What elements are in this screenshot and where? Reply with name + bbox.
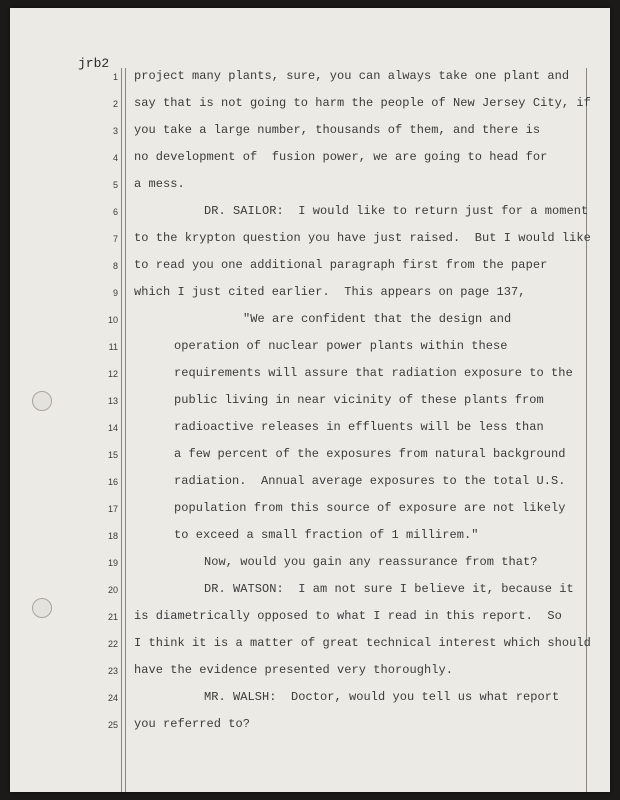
line-number: 25	[107, 720, 118, 730]
line-number: 8	[112, 261, 118, 271]
transcript-line: "We are confident that the design and	[243, 312, 512, 326]
line-number: 11	[108, 342, 118, 352]
transcript-line: I think it is a matter of great technical interest which should	[134, 636, 591, 650]
punch-hole-icon	[32, 391, 52, 411]
transcript-line: radioactive releases in effluents will be less than	[174, 420, 544, 434]
transcript-line: to read you one additional paragraph first from the paper	[134, 258, 548, 272]
line-number: 6	[112, 207, 118, 217]
line-number: 22	[107, 639, 118, 649]
line-number: 13	[107, 396, 118, 406]
line-number: 10	[107, 315, 118, 325]
line-number: 5	[112, 180, 118, 190]
transcript-line: have the evidence presented very thoroughly.	[134, 663, 454, 677]
line-number: 14	[107, 423, 118, 433]
punch-hole-icon	[32, 598, 52, 618]
transcript-line: DR. SAILOR: I would like to return just for a moment	[204, 204, 589, 218]
transcript-line: public living in near vicinity of these plants from	[174, 393, 544, 407]
line-number: 9	[112, 288, 118, 298]
line-number: 24	[107, 693, 118, 703]
line-number: 16	[107, 477, 118, 487]
transcript-line: DR. WATSON: I am not sure I believe it, because it	[204, 582, 574, 596]
line-number: 2	[112, 99, 118, 109]
transcript-line: a mess.	[134, 177, 185, 191]
transcript-line: to exceed a small fraction of 1 millirem."	[174, 528, 479, 542]
transcript-line: to the krypton question you have just raised. But I would like	[134, 231, 591, 245]
transcript-line: requirements will assure that radiation exposure to the	[174, 366, 573, 380]
line-number: 17	[107, 504, 118, 514]
transcript-line: you take a large number, thousands of them, and there is	[134, 123, 541, 137]
margin-rule-right	[586, 68, 587, 792]
line-number: 21	[107, 612, 118, 622]
transcript-line: you referred to?	[134, 717, 251, 731]
line-number: 23	[107, 666, 118, 676]
transcript-line: operation of nuclear power plants within these	[174, 339, 508, 353]
margin-rule-left-outer	[121, 68, 122, 792]
line-number: 19	[107, 558, 118, 568]
transcript-line: say that is not going to harm the people of New Jersey City, if	[134, 96, 591, 110]
transcript-line: Now, would you gain any reassurance from that?	[204, 555, 538, 569]
transcript-line: population from this source of exposure are not likely	[174, 501, 566, 515]
line-number: 7	[112, 234, 118, 244]
margin-rule-left-inner	[125, 68, 126, 792]
transcript-line: no development of fusion power, we are going to head for	[134, 150, 548, 164]
line-number: 20	[107, 585, 118, 595]
line-number: 15	[107, 450, 118, 460]
line-number: 18	[107, 531, 118, 541]
transcript-line: is diametrically opposed to what I read in this report. So	[134, 609, 562, 623]
transcript-line: a few percent of the exposures from natural background	[174, 447, 566, 461]
transcript-page	[10, 8, 610, 792]
line-number: 3	[112, 126, 118, 136]
line-number: 12	[107, 369, 118, 379]
line-number: 1	[112, 72, 118, 82]
header-code: jrb2	[78, 56, 110, 71]
transcript-line: radiation. Annual average exposures to the total U.S.	[174, 474, 566, 488]
transcript-line: MR. WALSH: Doctor, would you tell us what report	[204, 690, 560, 704]
transcript-line: which I just cited earlier. This appears on page 137,	[134, 285, 526, 299]
line-number: 4	[112, 153, 118, 163]
transcript-line: project many plants, sure, you can always take one plant and	[134, 69, 570, 83]
